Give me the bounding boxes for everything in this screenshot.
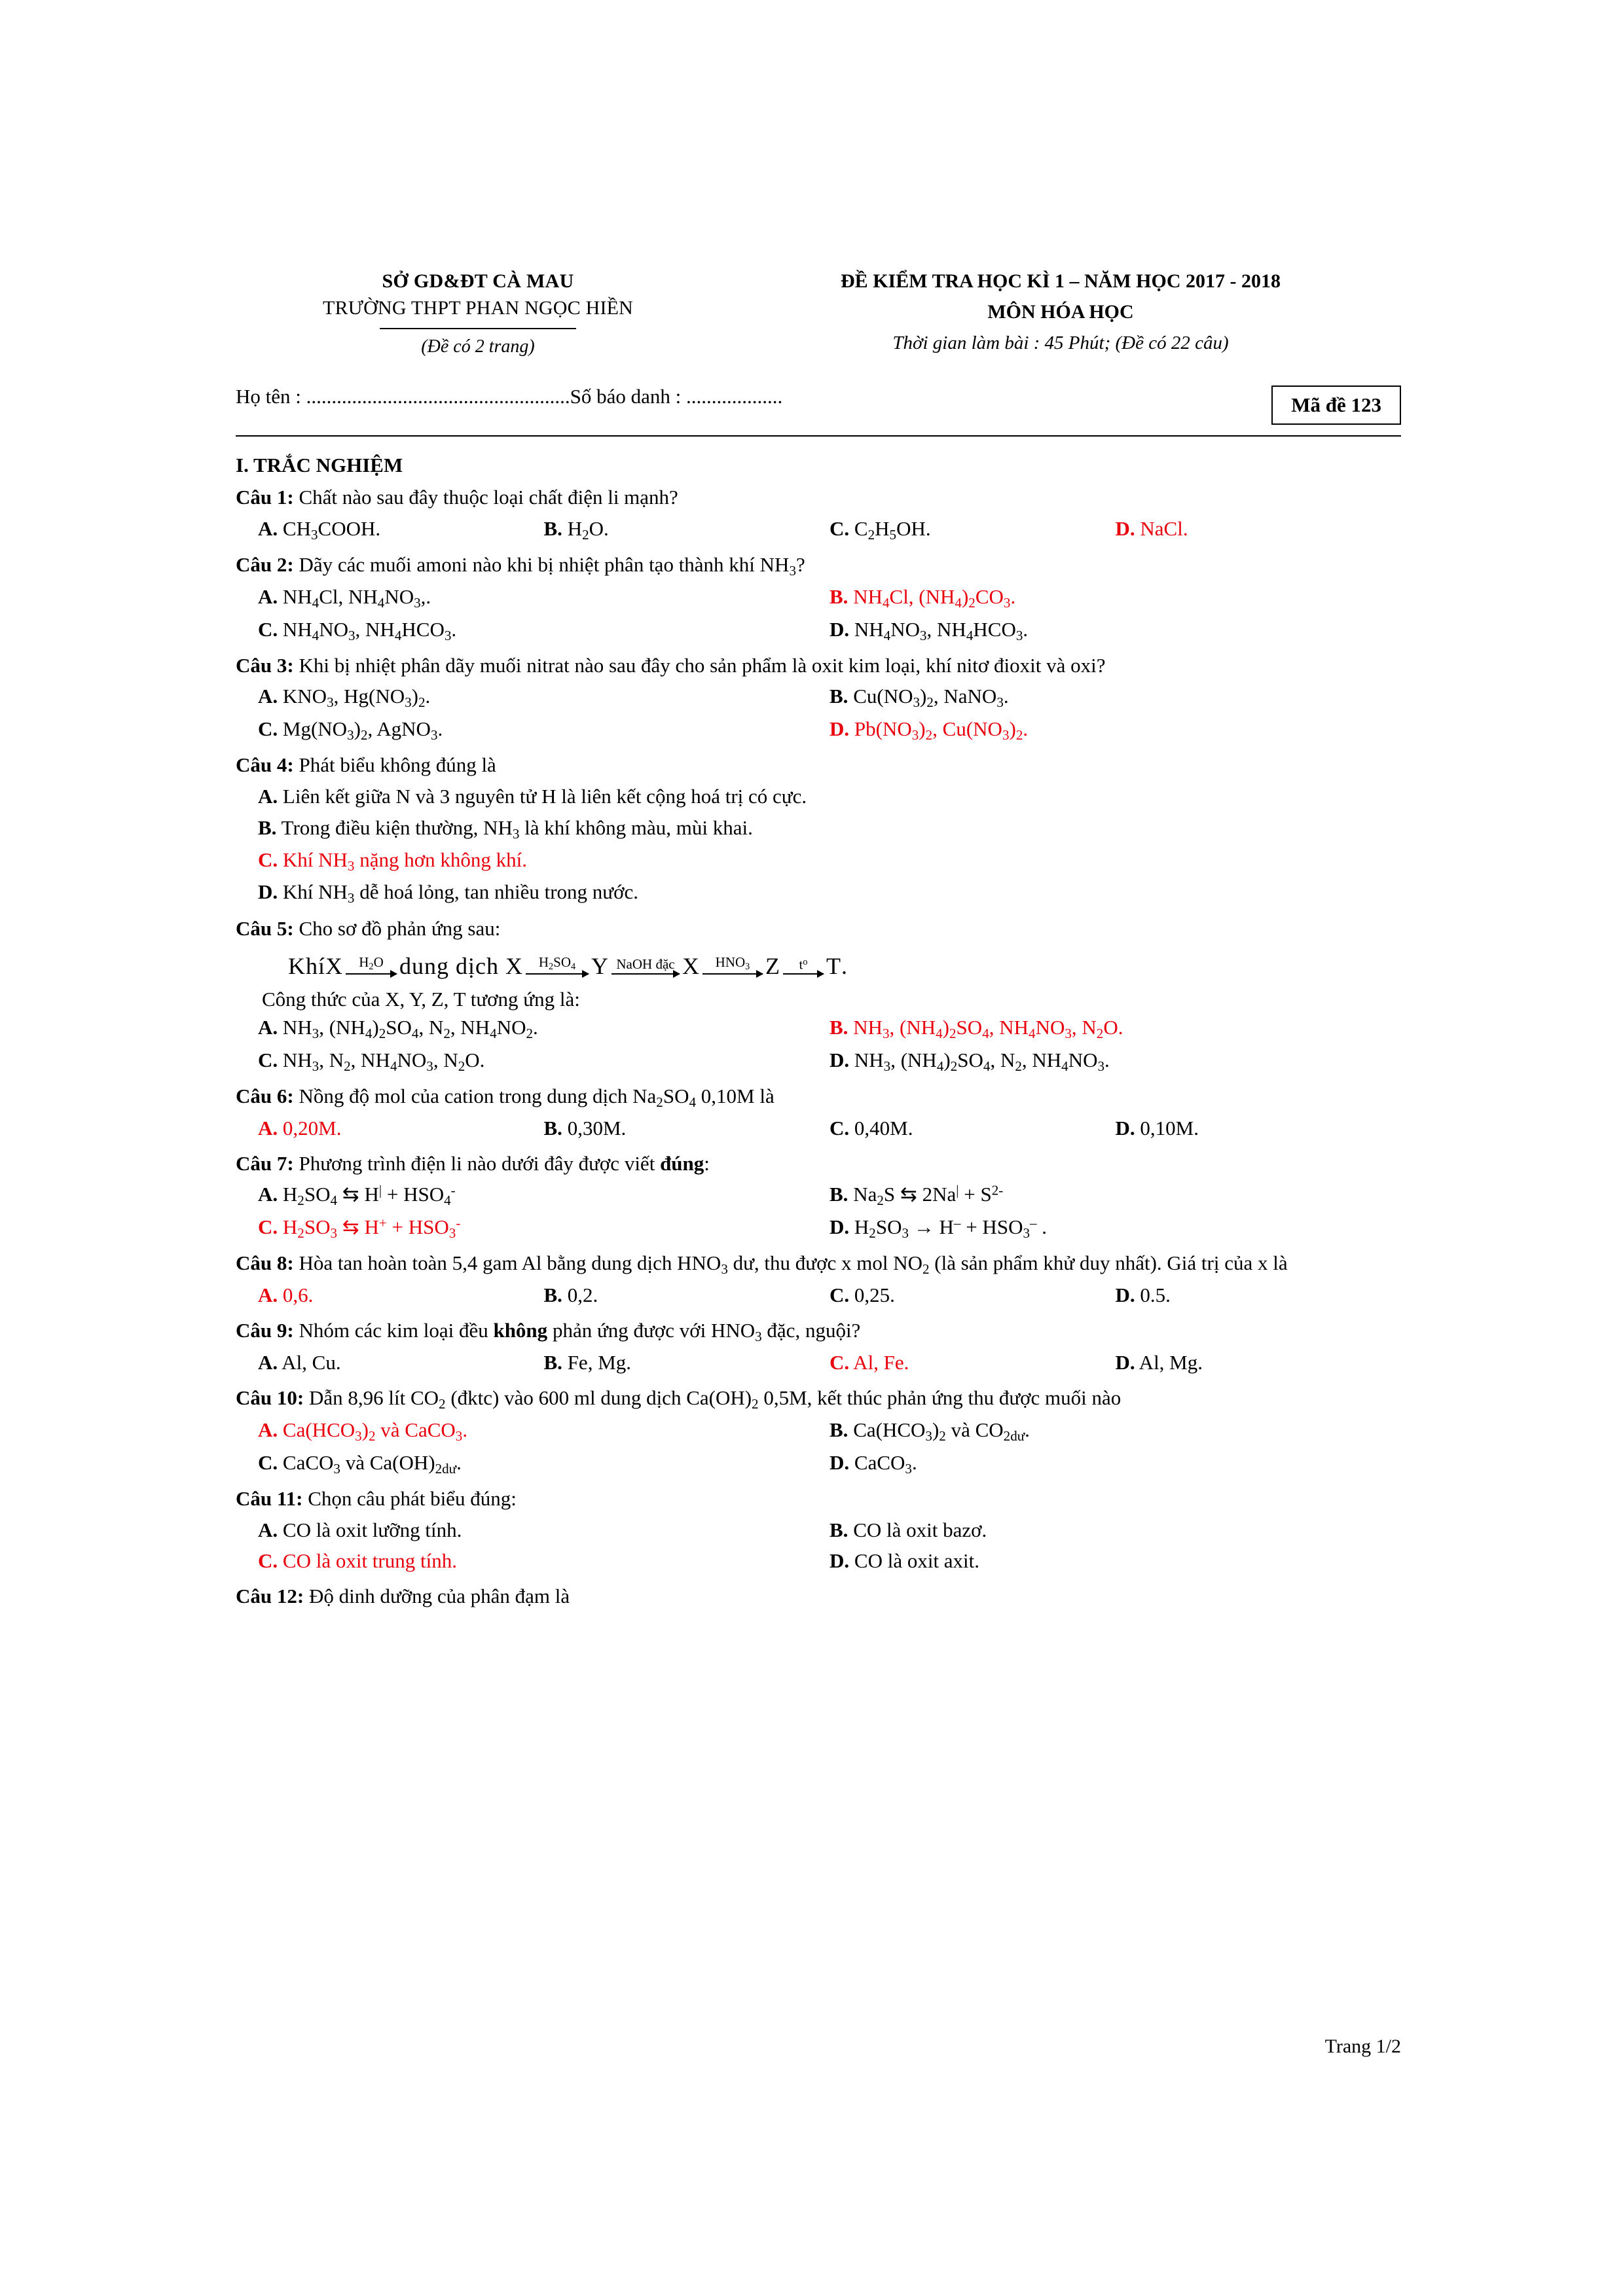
option-c[interactable]: C. 0,25. xyxy=(830,1283,895,1307)
question-text: Cho sơ đồ phản ứng sau: xyxy=(299,916,501,940)
option-b[interactable]: B. $NH_3$, $(NH_4)_2SO_4$, $NH_4NO_3$, $N_2O$. xyxy=(830,1016,1123,1042)
option-c[interactable]: C. 0,40M. xyxy=(830,1117,913,1140)
pages-note: (Đề có 2 trang) xyxy=(421,336,535,357)
scheme-arrow-1: $H_2O$ xyxy=(346,956,397,975)
option-b[interactable]: B. $H_2O$. xyxy=(543,516,609,543)
question-text: Chất nào sau đây thuộc loại chất điện li mạnh? xyxy=(299,486,678,509)
question-7 xyxy=(236,1149,1401,1178)
exam-code-badge: Mã đề 123 xyxy=(1271,386,1401,425)
options-1 xyxy=(236,514,1401,545)
option-a[interactable]: A. $H_2SO_4$ ⇆ $H^| + HSO_4^-$ xyxy=(258,1182,456,1209)
question-11 xyxy=(236,1484,1401,1513)
options-2-row1 xyxy=(236,583,1401,613)
page-content xyxy=(236,268,1401,2057)
question-5 xyxy=(236,914,1401,943)
option-a[interactable]: A. $NH_4Cl$, $NH_4NO_3$,. xyxy=(258,585,431,611)
option-d[interactable]: D. $Pb(NO_3)_2$, $Cu(NO_3)_2$. xyxy=(830,717,1029,743)
question-8 xyxy=(236,1249,1401,1279)
option-b[interactable]: B. Fe, Mg. xyxy=(543,1351,632,1374)
option-d[interactable]: D. $H_2SO_3 \to H^- + HSO_3^-$ . xyxy=(830,1215,1048,1241)
scheme-node-6: T xyxy=(826,953,841,980)
option-a[interactable]: A. $Ca(HCO_3)_2$ và CaCO$_3$. xyxy=(258,1418,468,1444)
candidate-info-line xyxy=(236,382,1401,416)
option-b[interactable]: B. $NH_4Cl$, $(NH_4)_2CO_3$. xyxy=(830,585,1016,611)
options-5-row1 xyxy=(236,1013,1401,1043)
options-11-row1 xyxy=(236,1516,1401,1545)
question-number: Câu 5: xyxy=(236,916,294,940)
scheme-end-dot: . xyxy=(841,953,848,980)
option-c[interactable]: C. $NH_4NO_3$, $NH_4HCO_3$. xyxy=(258,617,457,643)
options-7-row2 xyxy=(236,1213,1401,1243)
option-d[interactable]: D. $NH_3$, $(NH_4)_2SO_4$, $N_2$, $NH_4NO_3$. xyxy=(830,1048,1110,1074)
option-a[interactable]: A. $NH_3$, $(NH_4)_2SO_4$, $N_2$, $NH_4NO_2$. xyxy=(258,1016,538,1042)
option-a[interactable]: A. 0,20M. xyxy=(258,1117,342,1140)
options-7-row1 xyxy=(236,1180,1401,1210)
options-10-row2 xyxy=(236,1448,1401,1479)
section-title: I. TRẮC NGHIỆM xyxy=(236,454,403,477)
question-number: Câu 9: xyxy=(236,1319,294,1342)
option-c[interactable]: C. Al, Fe. xyxy=(830,1351,909,1374)
exam-title: ĐỀ KIỂM TRA HỌC KÌ 1 – NĂM HỌC 2017 - 2018 xyxy=(841,270,1281,292)
option-c[interactable]: C. CaCO$_3$ và $Ca(OH)_{2dư}$. xyxy=(258,1450,462,1477)
school-name: TRƯỜNG THPT PHAN NGỌC HIỀN xyxy=(322,296,634,319)
option-c[interactable]: C. $Mg(NO_3)_2$, AgNO$_3$. xyxy=(258,717,443,743)
question-5-subtext: Công thức của X, Y, Z, T tương ứng là: xyxy=(262,988,580,1011)
options-5-row2 xyxy=(236,1046,1401,1076)
header-divider xyxy=(380,328,576,329)
options-8 xyxy=(236,1281,1401,1310)
department-name: SỞ GD&ĐT CÀ MAU xyxy=(382,270,574,292)
option-b[interactable]: B. Trong điều kiện thường, $NH_3$ là khí không màu, mùi khai. xyxy=(258,816,753,842)
option-a[interactable]: A. $KNO_3$, $Hg(NO_3)_2$. xyxy=(258,685,431,711)
options-9 xyxy=(236,1348,1401,1378)
option-a[interactable]: A. Al, Cu. xyxy=(258,1351,341,1374)
question-text: Khi bị nhiệt phân dãy muối nitrat nào sau đây cho sản phẩm là oxit kim loại, khí nitơ đioxit và oxi? xyxy=(299,654,1106,677)
question-text: Chọn câu phát biểu đúng: xyxy=(308,1487,517,1511)
option-b[interactable]: B. $Cu(NO_3)_2$, NaNO$_3$. xyxy=(830,685,1009,711)
option-d[interactable]: D. NaCl. xyxy=(1115,516,1188,540)
question-text: Độ dinh dưỡng của phân đạm là xyxy=(308,1585,570,1608)
option-d[interactable]: D. CaCO$_3$. xyxy=(830,1450,917,1477)
question-2 xyxy=(236,550,1401,581)
question-number: Câu 3: xyxy=(236,654,294,677)
option-a[interactable]: A. CO là oxit lưỡng tính. xyxy=(258,1518,462,1541)
question-10 xyxy=(236,1384,1401,1414)
question-number: Câu 6: xyxy=(236,1085,294,1108)
question-6 xyxy=(236,1082,1401,1112)
scheme-node-4: X xyxy=(682,953,700,980)
option-c[interactable]: C. Khí $NH_3$ nặng hơn không khí. xyxy=(258,848,527,874)
candidate-name-field: Họ tên : ....................................................Số báo danh : ................... xyxy=(236,384,783,408)
options-10-row1 xyxy=(236,1416,1401,1446)
option-d[interactable]: D. 0,10M. xyxy=(1115,1117,1199,1140)
question-12 xyxy=(236,1582,1401,1611)
option-d[interactable]: D. CO là oxit axit. xyxy=(830,1549,980,1573)
scheme-node-3: Y xyxy=(591,953,609,980)
question-3 xyxy=(236,651,1401,680)
question-number: Câu 8: xyxy=(236,1251,294,1275)
scheme-node-5: Z xyxy=(765,953,780,980)
options-2-row2 xyxy=(236,615,1401,645)
question-number: Câu 7: xyxy=(236,1152,294,1175)
school-block xyxy=(236,268,720,359)
question-text: Nhóm các kim loại đều không phản ứng được với $HNO_3$ đặc, nguội? xyxy=(299,1319,861,1345)
question-1 xyxy=(236,483,1401,512)
option-a[interactable]: A. $CH_3COOH$. xyxy=(258,516,381,543)
scheme-arrow-3: NaOH đặc xyxy=(611,958,680,975)
scheme-node-2: dung dịch X xyxy=(399,953,523,980)
exam-block xyxy=(720,268,1401,359)
option-d[interactable]: D. Al, Mg. xyxy=(1115,1351,1203,1374)
question-number: Câu 2: xyxy=(236,553,294,577)
reaction-scheme xyxy=(288,952,1401,980)
option-b[interactable]: B. $Ca(HCO_3)_2$ và $CO_{2dư}$. xyxy=(830,1418,1030,1444)
question-text: Nồng độ mol của cation trong dung dịch $Na_2SO_4$ 0,10M là xyxy=(299,1085,775,1110)
option-c[interactable]: C. $NH_3$, $N_2$, $NH_4NO_3$, $N_2O$. xyxy=(258,1048,485,1074)
options-11-row2 xyxy=(236,1547,1401,1576)
option-a[interactable]: A. Liên kết giữa N và 3 nguyên tử H là liên kết cộng hoá trị có cực. xyxy=(258,784,807,808)
question-text: Hòa tan hoàn toàn 5,4 gam Al bằng dung dịch $HNO_3$ dư, thu được x mol $NO_2$ (là sản phẩm khử duy nhất). Giá trị của x là xyxy=(299,1251,1288,1278)
scheme-node-1: KhíX xyxy=(288,953,343,980)
option-a[interactable]: A. 0,6. xyxy=(258,1283,314,1307)
scheme-arrow-2: $H_2SO_4$ xyxy=(526,956,589,975)
option-b[interactable]: B. 0,2. xyxy=(543,1283,598,1307)
question-text: Phương trình điện li nào dưới đây được viết đúng: xyxy=(299,1152,710,1175)
option-b[interactable]: B. CO là oxit bazơ. xyxy=(830,1518,987,1541)
option-c[interactable]: C. $C_2H_5OH$. xyxy=(830,516,931,543)
options-3-row1 xyxy=(236,682,1401,712)
document-header xyxy=(236,268,1401,359)
question-number: Câu 12: xyxy=(236,1585,304,1608)
question-text: Dẫn 8,96 lít $CO_2$ (đktc) vào 600 ml dung dịch $Ca(OH)_2$ 0,5M, kết thúc phản ứng thu được muối nào xyxy=(308,1386,1122,1412)
option-d[interactable]: D. 0.5. xyxy=(1115,1283,1171,1307)
header-separator xyxy=(236,435,1401,437)
option-d[interactable]: D. Khí $NH_3$ dễ hoá lỏng, tan nhiều trong nước. xyxy=(258,880,638,906)
option-c[interactable]: C. $H_2SO_3$ ⇆ $H^+ + HSO_3^-$ xyxy=(258,1215,461,1241)
scheme-arrow-4: $HNO_3$ xyxy=(702,956,763,975)
question-number: Câu 11: xyxy=(236,1487,303,1511)
question-9 xyxy=(236,1316,1401,1346)
option-d[interactable]: D. $NH_4NO_3$, $NH_4HCO_3$. xyxy=(830,617,1029,643)
question-text: Dãy các muối amoni nào khi bị nhiệt phân tạo thành khí $NH_3$? xyxy=(299,553,805,579)
options-3-row2 xyxy=(236,715,1401,745)
question-text: Phát biểu không đúng là xyxy=(299,753,496,777)
option-b[interactable]: B. 0,30M. xyxy=(543,1117,627,1140)
exam-duration: Thời gian làm bài : 45 Phút; (Đề có 22 câu) xyxy=(892,332,1229,353)
page-footer: Trang 1/2 xyxy=(1324,2036,1401,2057)
scheme-arrow-5: $t^o$ xyxy=(783,958,824,975)
option-c[interactable]: C. CO là oxit trung tính. xyxy=(258,1549,457,1573)
question-number: Câu 10: xyxy=(236,1386,304,1410)
question-number: Câu 1: xyxy=(236,486,294,509)
exam-subject: MÔN HÓA HỌC xyxy=(987,300,1134,323)
question-number: Câu 4: xyxy=(236,753,294,777)
options-6 xyxy=(236,1114,1401,1143)
option-b[interactable]: B. $Na_2S$ ⇆ $2Na^| + S^{2-}$ xyxy=(830,1182,1004,1209)
question-4 xyxy=(236,751,1401,780)
